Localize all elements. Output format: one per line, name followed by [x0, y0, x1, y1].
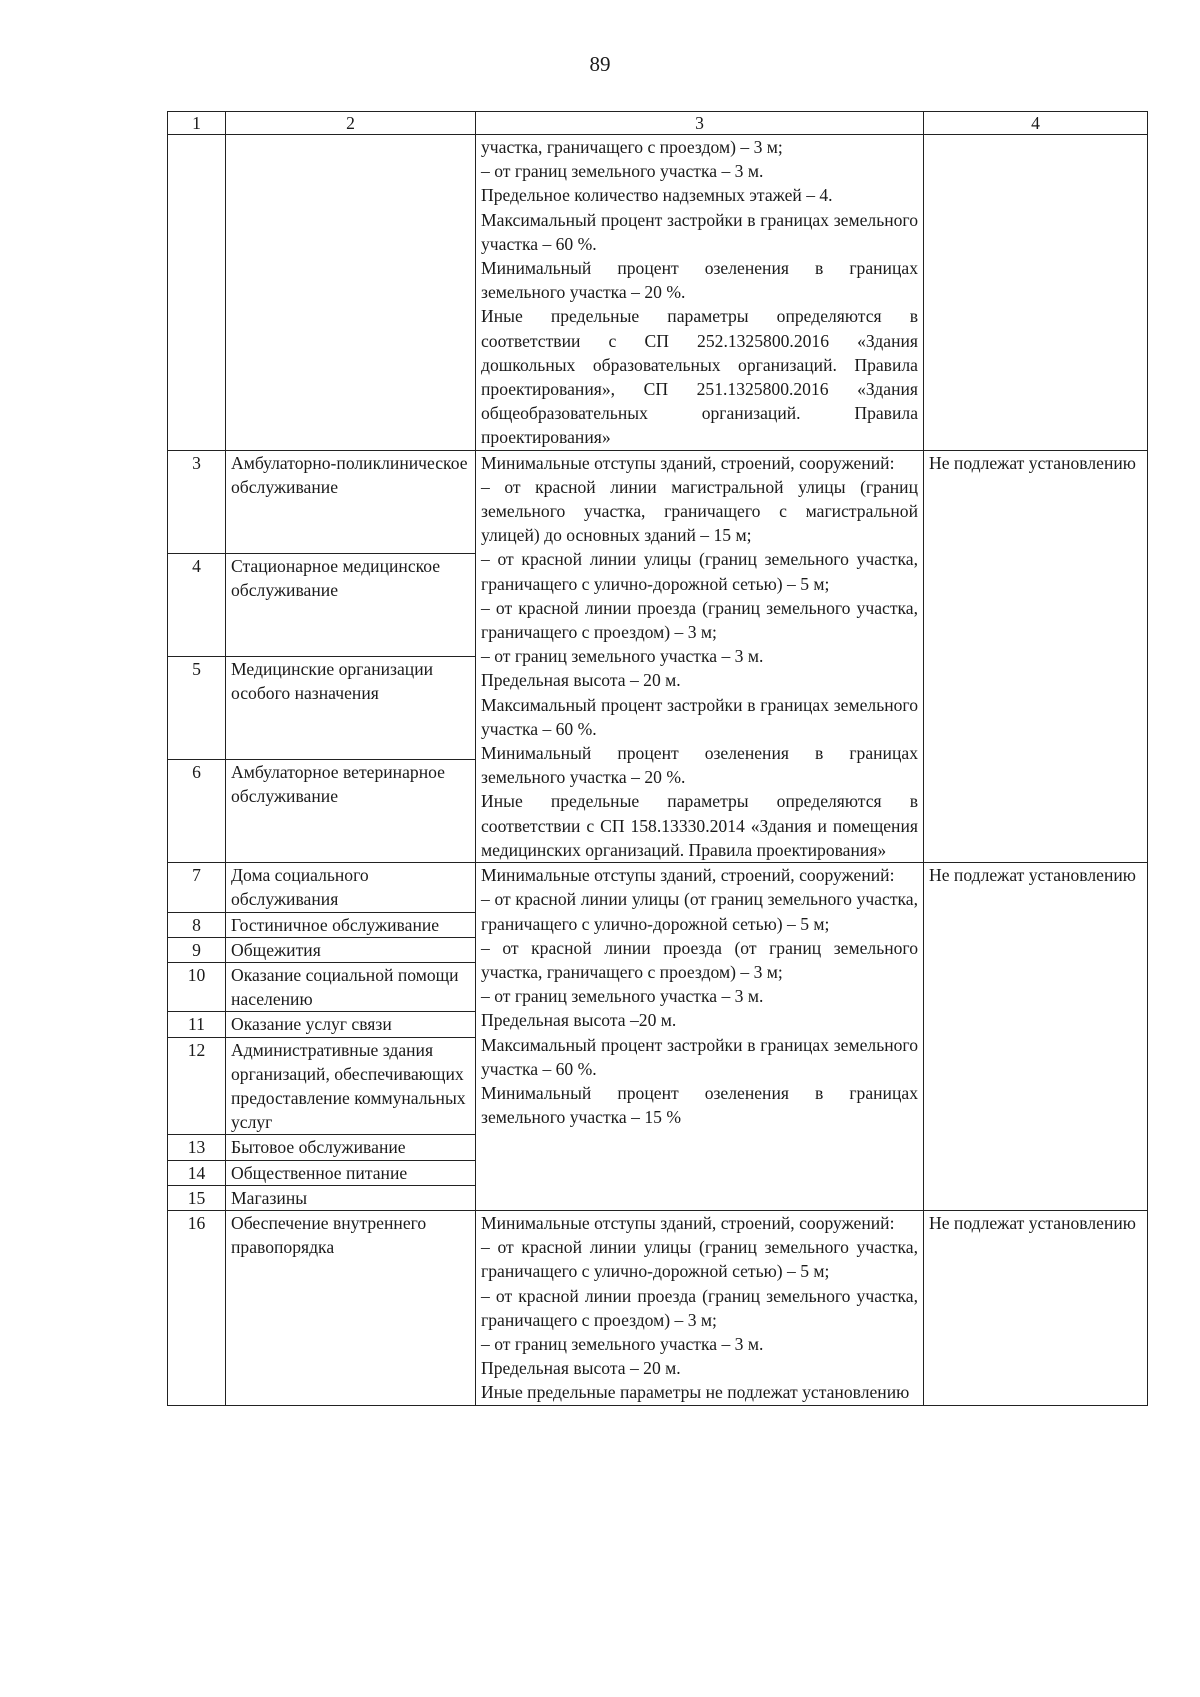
land-use-name: Амбулаторное ветеринарное обслуживание: [226, 759, 476, 862]
continuation-params-cell: [476, 135, 924, 451]
row-number: 6: [168, 759, 226, 862]
land-use-name: Общежития: [226, 937, 476, 962]
land-use-name: Обеспечение внутреннего правопорядка: [226, 1210, 476, 1405]
land-use-name: Магазины: [226, 1185, 476, 1210]
regulations-table: [167, 111, 1148, 1406]
row-number: 10: [168, 962, 226, 1011]
row-number: 8: [168, 912, 226, 937]
land-use-name: Бытовое обслуживание: [226, 1135, 476, 1160]
param-line: Иные предельные параметры определяются в соответствии с СП 252.1325800.2016 «Здания дошкольных образовательных организаций. Правила проектирования», СП 251.1325800.2016 «Здания общеобразовательных организаций. Правила проектирования»: [481, 306, 918, 448]
column-number-header-row: [168, 112, 1148, 135]
param-line: Минимальные отступы зданий, строений, сооружений:: [481, 1212, 895, 1233]
land-use-name: Стационарное медицинское обслуживание: [226, 553, 476, 656]
parameters-cell: [476, 1210, 924, 1405]
param-line: – от красной линии улицы (границ земельного участка, граничащего с улично-дорожной сетью) – 5 м;: [481, 549, 918, 594]
land-use-name: Оказание услуг связи: [226, 1012, 476, 1037]
row-number: 9: [168, 937, 226, 962]
param-line: Минимальные отступы зданий, строений, сооружений:: [481, 865, 895, 886]
land-use-name: Медицинские организации особого назначения: [226, 656, 476, 759]
land-use-name: Амбулаторно-поликлиническое обслуживание: [226, 450, 476, 553]
param-line: – от красной линии улицы (границ земельного участка, граничащего с улично-дорожной сетью) – 5 м;: [481, 1237, 918, 1282]
row-number: 11: [168, 1012, 226, 1037]
param-line: Иные предельные параметры не подлежат установлению: [481, 1382, 910, 1403]
param-line: – от красной линии проезда (границ земельного участка, граничащего с проездом) – 3 м;: [481, 597, 918, 643]
param-line: – от красной линии проезда (от границ земельного участка, граничащего с проездом) – 3 м;: [481, 937, 918, 982]
param-line: Максимальный процент застройки в границах земельного участка – 60 %.: [481, 1034, 918, 1079]
continuation-name-cell: [226, 135, 476, 451]
row-number: 16: [168, 1210, 226, 1405]
continuation-num-cell: [168, 135, 226, 451]
table-row: [168, 450, 1148, 553]
param-line: Минимальный процент озеленения в границах земельного участка – 20 %.: [481, 258, 918, 303]
row-number: 3: [168, 450, 226, 553]
column-number-4: 4: [924, 112, 1148, 135]
restrictions-note: Не подлежат установлению: [924, 450, 1148, 862]
param-line: Максимальный процент застройки в границах земельного участка – 60 %.: [481, 694, 918, 739]
land-use-name: Оказание социальной помощи населению: [226, 962, 476, 1011]
land-use-name: Административные здания организаций, обеспечивающих предоставление коммунальных услуг: [226, 1037, 476, 1135]
param-line: участка, граничащего с проездом) – 3 м;: [481, 137, 783, 157]
param-line: Предельное количество надземных этажей – 4.: [481, 185, 833, 206]
land-use-name: Общественное питание: [226, 1160, 476, 1185]
param-line: – от границ земельного участка – 3 м.: [481, 161, 764, 182]
row-number: 4: [168, 553, 226, 656]
param-line: Предельная высота – 20 м.: [481, 670, 681, 691]
param-line: Максимальный процент застройки в границах земельного участка – 60 %.: [481, 209, 918, 254]
row-number: 15: [168, 1185, 226, 1210]
row-number: 14: [168, 1160, 226, 1185]
restrictions-note: Не подлежат установлению: [924, 863, 1148, 1211]
param-line: Минимальные отступы зданий, строений, сооружений:: [481, 452, 895, 473]
param-line: Минимальный процент озеленения в границах земельного участка – 20 %.: [481, 743, 918, 788]
param-line: Предельная высота –20 м.: [481, 1010, 677, 1031]
parameters-cell: [476, 863, 924, 1211]
continuation-row: [168, 135, 1148, 451]
param-line: Минимальный процент озеленения в границах земельного участка – 15 %: [481, 1082, 918, 1128]
continuation-note-cell: [924, 135, 1148, 451]
parameters-cell: [476, 450, 924, 862]
row-number: 5: [168, 656, 226, 759]
param-line: – от границ земельного участка – 3 м.: [481, 986, 764, 1007]
land-use-name: Дома социального обслуживания: [226, 863, 476, 912]
page-number: 89: [589, 52, 611, 76]
param-line: Предельная высота – 20 м.: [481, 1358, 681, 1379]
row-number: 13: [168, 1135, 226, 1160]
column-number-3: 3: [476, 112, 924, 135]
param-line: – от красной линии магистральной улицы (границ земельного участка, граничащего с магистральной улицей) до основных зданий – 15 м;: [481, 476, 918, 546]
param-line: – от красной линии проезда (границ земельного участка, граничащего с проездом) – 3 м;: [481, 1285, 918, 1330]
param-line: – от красной линии улицы (от границ земельного участка, граничащего с улично-дорожной сетью) – 5 м;: [481, 889, 918, 934]
param-line: – от границ земельного участка – 3 м.: [481, 646, 764, 667]
restrictions-note: Не подлежат установлению: [924, 1210, 1148, 1405]
column-number-2: 2: [226, 112, 476, 135]
row-number: 7: [168, 863, 226, 912]
table-row: [168, 863, 1148, 912]
land-use-name: Гостиничное обслуживание: [226, 912, 476, 937]
column-number-1: 1: [168, 112, 226, 135]
param-line: – от границ земельного участка – 3 м.: [481, 1333, 764, 1354]
param-line: Иные предельные параметры определяются в соответствии с СП 158.13330.2014 «Здания и помещения медицинских организаций. Правила проектирования»: [481, 791, 918, 860]
row-number: 12: [168, 1037, 226, 1135]
table-row: [168, 1210, 1148, 1405]
